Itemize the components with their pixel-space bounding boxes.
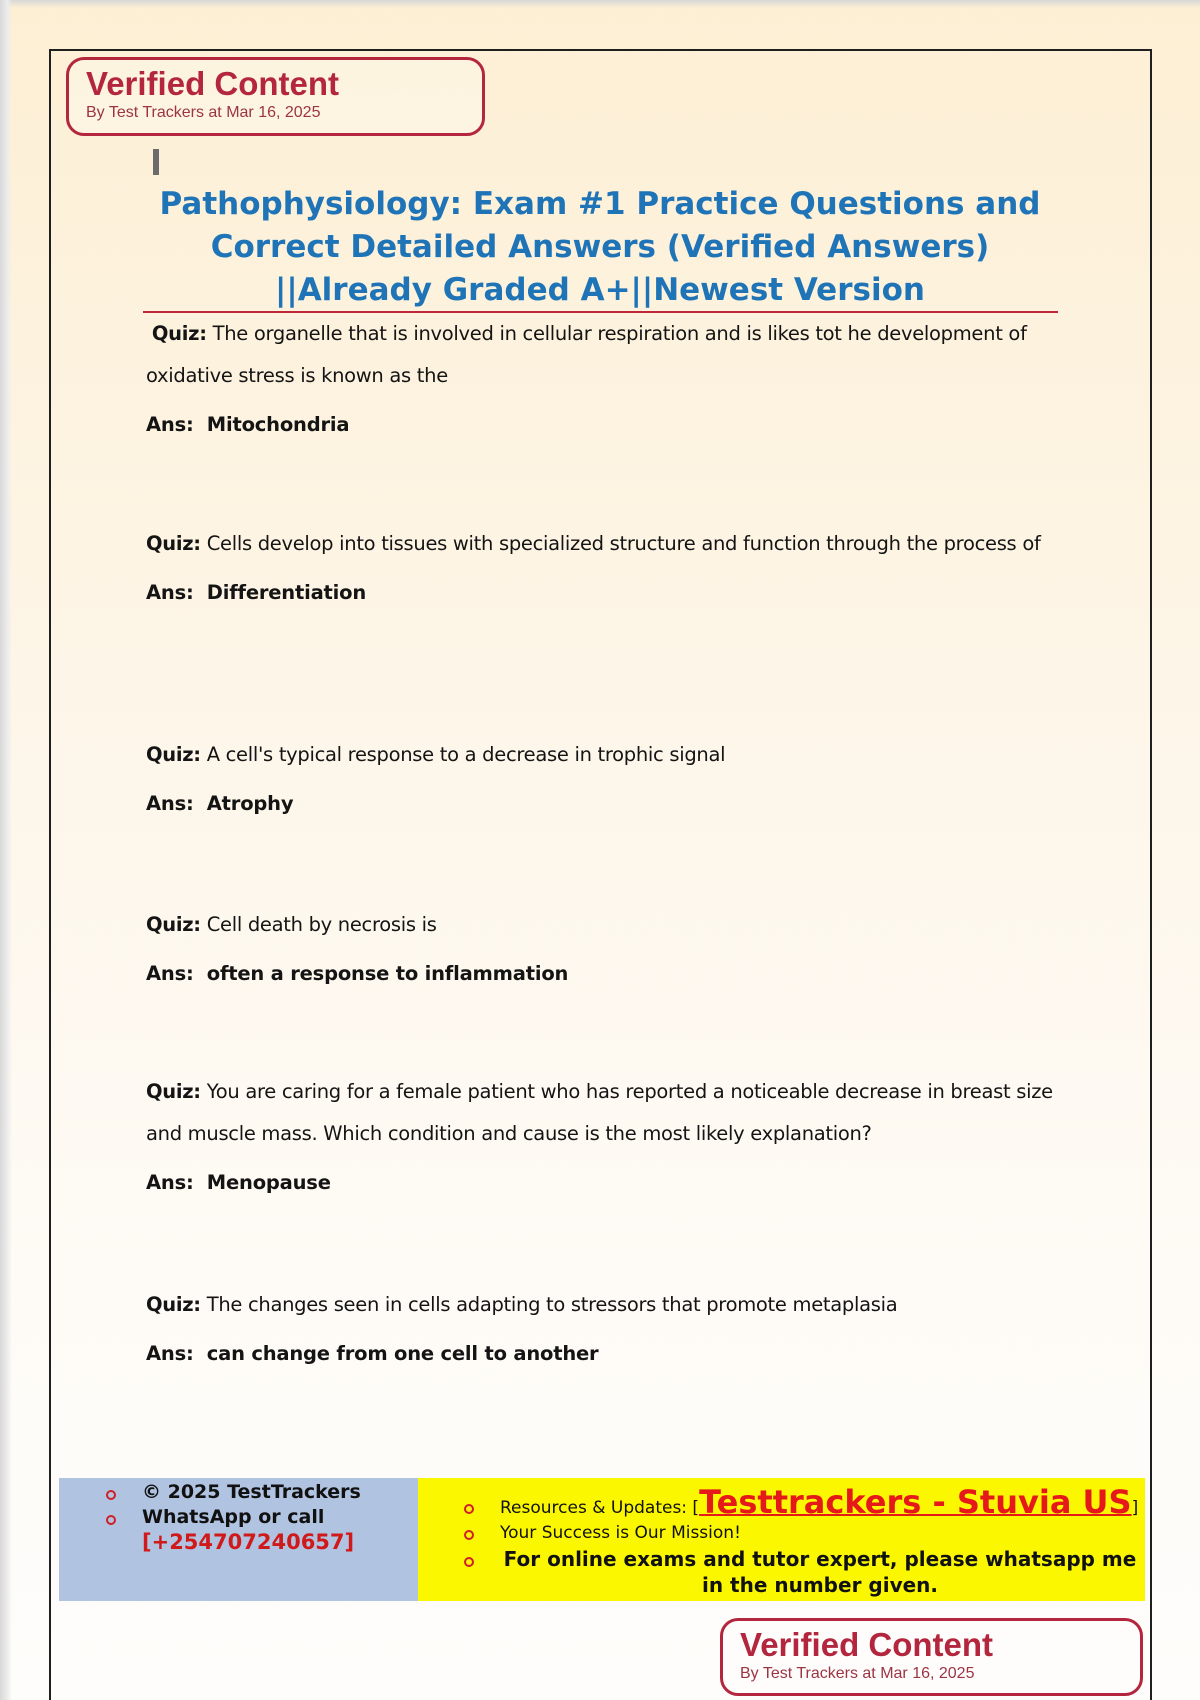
footer-resources	[500, 1483, 1138, 1521]
bullet-icon	[106, 1515, 116, 1525]
resources-link[interactable]: Testtrackers - Stuvia US	[699, 1483, 1132, 1521]
quiz-question	[146, 734, 1066, 776]
online-note-line-1: For online exams and tutor expert, please whatsapp me	[503, 1547, 1137, 1571]
question-text: Cell death by necrosis is	[206, 913, 437, 936]
title-line-3: ||Already Graded A+||Newest Version	[275, 272, 925, 308]
answer-text: Menopause	[206, 1171, 331, 1194]
quiz-question	[146, 523, 1066, 565]
question-text: Cells develop into tissues with specialized structure and function through the process of	[206, 532, 1041, 555]
answer	[146, 959, 1066, 989]
quiz-question	[146, 1284, 1066, 1326]
quiz-question	[146, 1071, 1066, 1155]
quiz-label: Quiz:	[146, 913, 201, 936]
resources-close: ]	[1131, 1498, 1139, 1518]
question-text: The changes seen in cells adapting to stressors that promote metaplasia	[206, 1293, 898, 1316]
footer-online-note	[500, 1546, 1140, 1598]
answer	[146, 410, 1066, 440]
stamp-subtitle: By Test Trackers at Mar 16, 2025	[86, 104, 321, 121]
bullet-icon	[464, 1530, 474, 1540]
qa-item-3	[146, 734, 1066, 819]
answer-label: Ans:	[146, 792, 194, 815]
answer-label: Ans:	[146, 962, 194, 985]
footer-info-panel	[418, 1478, 1145, 1601]
quiz-question	[146, 313, 1066, 397]
answer	[146, 1168, 1066, 1198]
answer-label: Ans:	[146, 1342, 194, 1365]
qa-item-1	[146, 313, 1066, 440]
footer-phone[interactable]: [+254707240657]	[142, 1530, 355, 1554]
viewer-top-shadow	[0, 0, 1200, 8]
text-cursor-icon	[153, 149, 159, 175]
answer-label: Ans:	[146, 413, 194, 436]
qa-item-2	[146, 523, 1066, 608]
verified-stamp-bottom	[720, 1618, 1143, 1696]
qa-item-6	[146, 1284, 1066, 1369]
stamp-title: Verified Content	[86, 65, 340, 102]
quiz-question	[146, 904, 1066, 946]
bullet-icon	[464, 1557, 474, 1567]
answer-text: Mitochondria	[206, 413, 350, 436]
stamp-subtitle: By Test Trackers at Mar 16, 2025	[740, 1665, 975, 1682]
stamp-title: Verified Content	[740, 1626, 994, 1663]
verified-stamp-top	[66, 57, 485, 136]
online-note-line-2: in the number given.	[701, 1573, 938, 1597]
quiz-label: Quiz:	[146, 1080, 201, 1103]
viewer-left-shadow	[0, 0, 12, 1700]
answer-text: Atrophy	[206, 792, 294, 815]
answer	[146, 578, 1066, 608]
answer-label: Ans:	[146, 1171, 194, 1194]
answer-text: often a response to inflammation	[206, 962, 569, 985]
quiz-label: Quiz:	[146, 532, 201, 555]
footer-copyright: © 2025 TestTrackers	[142, 1481, 361, 1503]
title-line-2: Correct Detailed Answers (Verified Answers)	[210, 229, 990, 265]
resources-label: Resources & Updates: [	[500, 1498, 700, 1518]
answer-text: can change from one cell to another	[206, 1342, 599, 1365]
qa-item-5	[146, 1071, 1066, 1198]
question-text: The organelle that is involved in cellular respiration and is likes tot he development of oxidative stress is known as the	[146, 322, 1027, 387]
answer	[146, 1339, 1066, 1369]
footer-whatsapp-label: WhatsApp or call	[142, 1506, 325, 1528]
question-text: A cell's typical response to a decrease in trophic signal	[206, 743, 726, 766]
document-title	[140, 183, 1060, 312]
quiz-label: Quiz:	[146, 1293, 201, 1316]
question-text: You are caring for a female patient who has reported a noticeable decrease in breast size and muscle mass. Which condition and cause is the most likely explanation?	[146, 1080, 1053, 1145]
footer-contact-panel	[59, 1478, 418, 1601]
footer-mission: Your Success is Our Mission!	[500, 1523, 741, 1543]
quiz-label: Quiz:	[146, 743, 201, 766]
bullet-icon	[106, 1490, 116, 1500]
answer	[146, 789, 1066, 819]
answer-label: Ans:	[146, 581, 194, 604]
bullet-icon	[464, 1504, 474, 1514]
title-line-1: Pathophysiology: Exam #1 Practice Questions and	[159, 186, 1041, 222]
quiz-label: Quiz:	[151, 322, 207, 345]
qa-item-4	[146, 904, 1066, 989]
answer-text: Differentiation	[206, 581, 367, 604]
